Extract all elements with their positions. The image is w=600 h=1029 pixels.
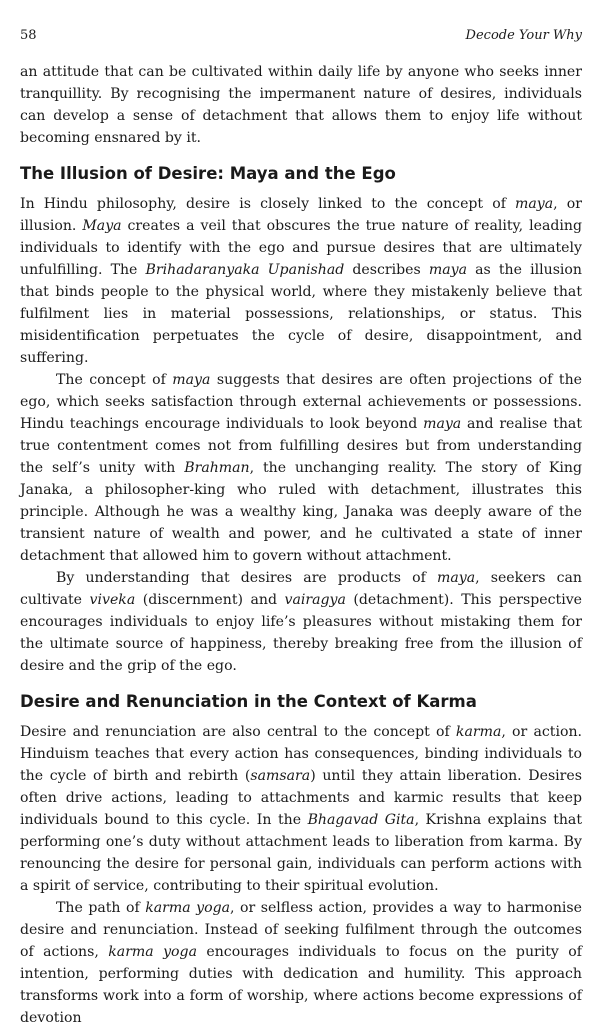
paragraph-maya-3: By understanding that desires are products of maya, seekers can cultivate viveka (discernment) and vairagya (detachment). This perspective encourages individuals to enjoy life’s pleasures without mistaking them for the ultimate source of happiness, thereby breaking free from the illusion of desire and the grip of the ego. [20, 570, 583, 674]
paragraph-maya-1: In Hindu philosophy, desire is closely linked to the concept of maya, or illusion. Maya creates a veil that obscures the true nature of reality, leading individuals to identify with the ego and pursue desires that are ultimately unfulfilling. The Brihadaranyaka Upanishad describes maya as the illusion that binds people to the physical world, where they mistakenly believe that fulfilment lies in material possessions, relationships, or status. This misidentification perpetuates the cycle of desire, disappointment, and suffering. [20, 196, 582, 366]
paragraph-karma-1: Desire and renunciation are also central to the concept of karma, or action. Hinduism teaches that every action has consequences, binding individuals to the cycle of birth and rebirth (samsara) until they attain liberation. Desires often drive actions, leading to attachments and karmic results that keep individuals bound to this cycle. In the Bhagavad Gita, Krishna explains that performing one’s duty without attachment leads to liberation from karma. By renouncing the desire for personal gain, individuals can perform actions with a spirit of service, contributing to their spiritual evolution. [20, 724, 582, 894]
book-page [20, 28, 582, 1029]
section-heading-karma: Desire and Renunciation in the Context of Karma [20, 692, 477, 711]
intro-paragraph: an attitude that can be cultivated within daily life by anyone who seeks inner tranquillity. By recognising the impermanent nature of desires, individuals can develop a sense of detachment that allows them to enjoy life without becoming ensnared by it. [20, 64, 582, 146]
paragraph-karma-2: The path of karma yoga, or selfless action, provides a way to harmonise desire and renunciation. Instead of seeking fulfilment through the outcomes of actions, karma yoga encourages individuals to focus on the purity of intention, performing duties with dedication and humility. This approach transforms work into a form of worship, where actions become expressions of devotion [20, 900, 583, 1026]
book-title: Decode Your Why [465, 28, 582, 43]
page-number: 58 [20, 28, 37, 43]
paragraph-maya-2: The concept of maya suggests that desires are often projections of the ego, which seeks satisfaction through external achievements or possessions. Hindu teachings encourage individuals to look beyond maya and realise that true contentment comes not from fulfilling desires but from understanding the self’s unity with Brahman, the unchanging reality. The story of King Janaka, a philosopher-king who ruled with detachment, illustrates this principle. Although he was a wealthy king, Janaka was deeply aware of the transient nature of wealth and power, and he cultivated a state of inner detachment that allowed him to govern without attachment. [20, 372, 582, 564]
section-heading-maya: The Illusion of Desire: Maya and the Ego [20, 164, 396, 183]
running-head [20, 28, 582, 43]
